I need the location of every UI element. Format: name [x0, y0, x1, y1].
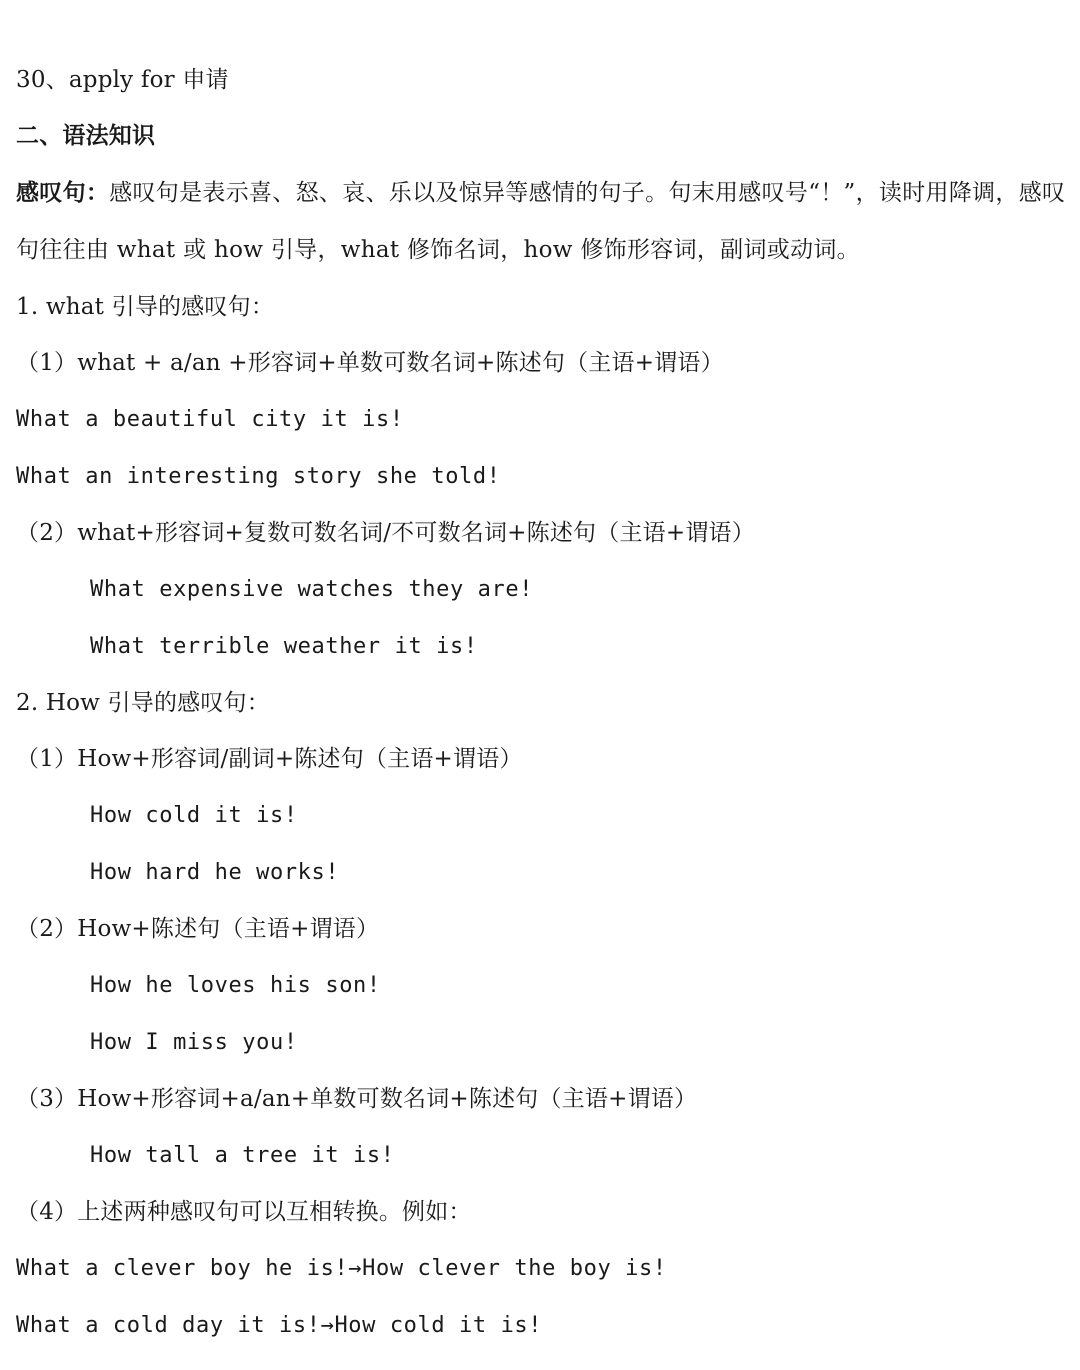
example-sentence: What terrible weather it is!: [90, 634, 478, 659]
rule-how-3: （3）How+形容词+a/an+单数可数名词+陈述句（主语+谓语）: [16, 1086, 698, 1112]
example-sentence: How tall a tree it is!: [90, 1143, 395, 1168]
definition-text: 感叹句是表示喜、怒、哀、乐以及惊异等感情的句子。句末用感叹号“！”，读时用降调，感叹句往往由 what 或 how 引导，what 修饰名词，how 修饰形容词，副词或动词。: [16, 180, 1066, 263]
example-sentence: How hard he works!: [90, 860, 340, 885]
example-sentence: How cold it is!: [90, 803, 298, 828]
rule-how-1: （1）How+形容词/副词+陈述句（主语+谓语）: [16, 746, 523, 772]
conversion-example: What a cold day it is!→How cold it is!: [16, 1313, 543, 1338]
example-sentence: How I miss you!: [90, 1030, 298, 1055]
definition-label: 感叹句：: [16, 180, 110, 206]
example-sentence: What expensive watches they are!: [90, 577, 534, 602]
rule-how-2: （2）How+陈述句（主语+谓语）: [16, 916, 380, 942]
subheading-what: 1. what 引导的感叹句：: [16, 294, 275, 320]
exclamation-definition: [16, 165, 1066, 279]
example-sentence: What a beautiful city it is!: [16, 407, 404, 432]
rule-what-2: （2）what+形容词+复数可数名词/不可数名词+陈述句（主语+谓语）: [16, 520, 755, 546]
example-sentence: How he loves his son!: [90, 973, 381, 998]
subheading-how: 2. How 引导的感叹句：: [16, 690, 270, 716]
example-sentence: What an interesting story she told!: [16, 464, 501, 489]
rule-what-1: （1）what + a/an +形容词+单数可数名词+陈述句（主语+谓语）: [16, 350, 724, 376]
conversion-example: What a clever boy he is!→How clever the boy is!: [16, 1256, 667, 1281]
vocab-item-30: 30、apply for 申请: [16, 67, 229, 93]
section-heading-grammar: 二、语法知识: [16, 123, 156, 149]
rule-conversion: （4）上述两种感叹句可以互相转换。例如：: [16, 1199, 472, 1225]
